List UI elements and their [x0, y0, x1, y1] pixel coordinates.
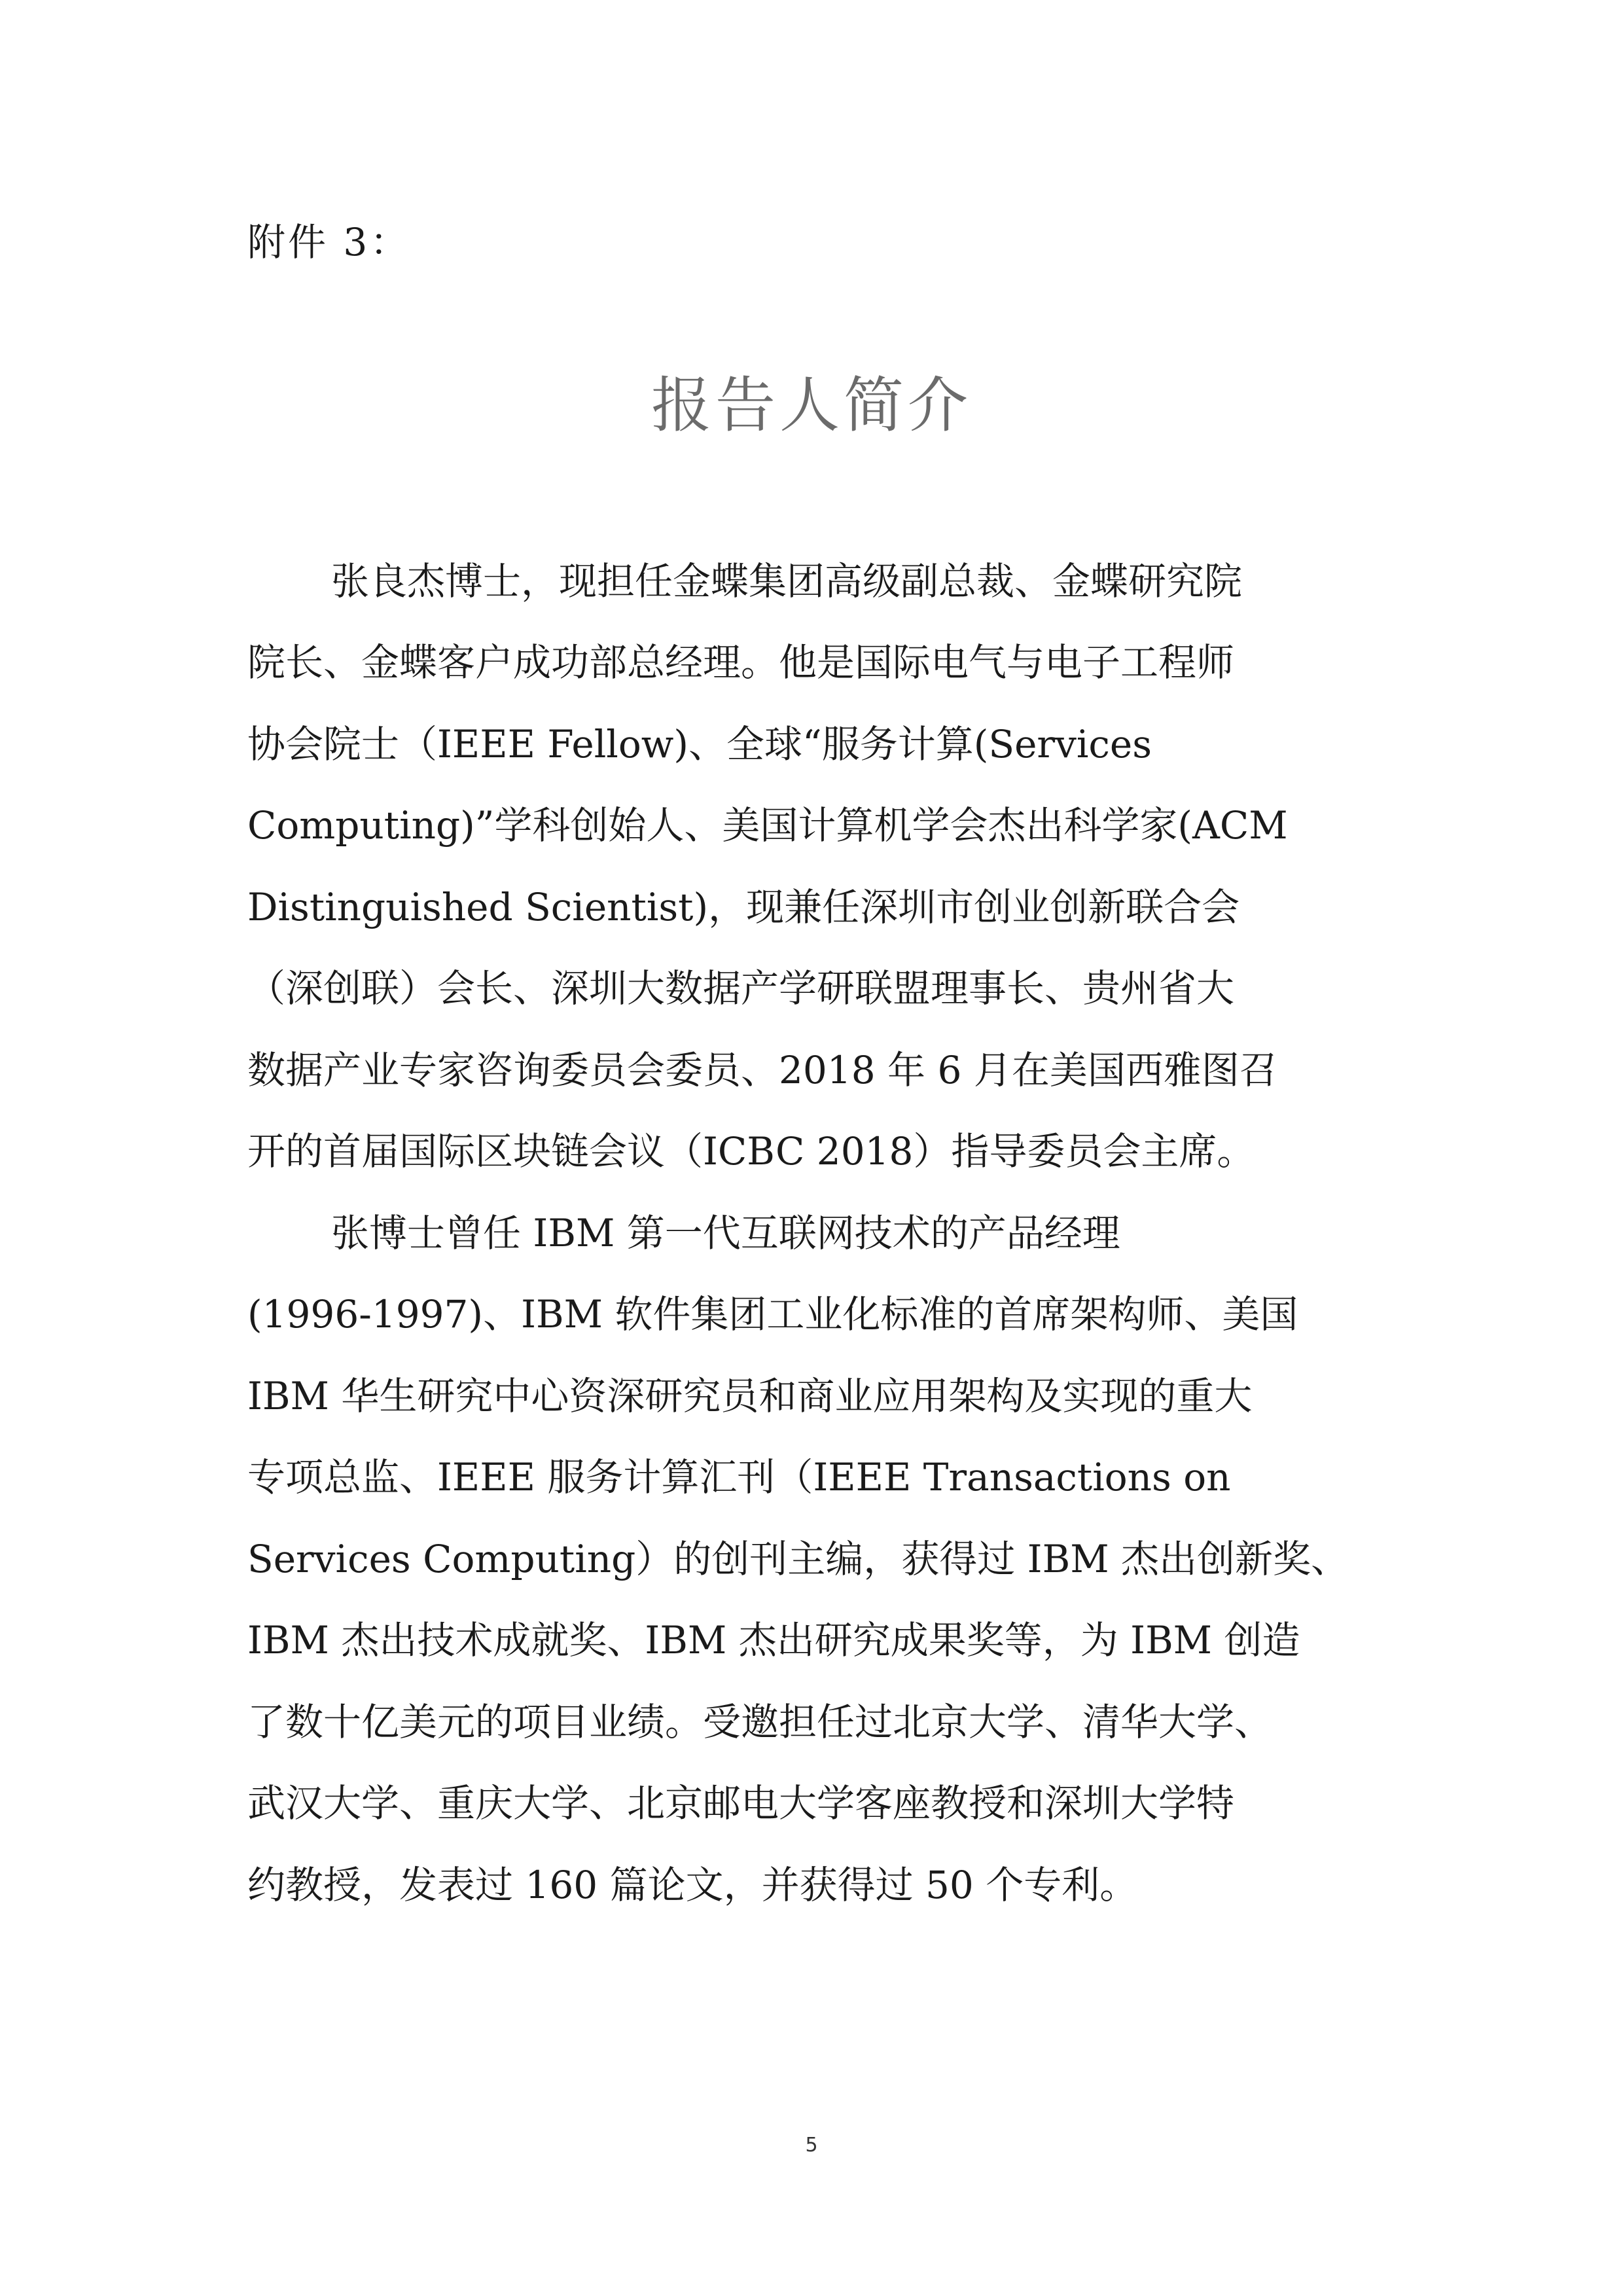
paragraph-line: (1996-1997)、IBM 软件集团工业化标准的首席架构师、美国: [247, 1292, 1298, 1336]
paragraph-line: 开的首届国际区块链会议（ICBC 2018）指导委员会主席。: [247, 1129, 1255, 1174]
paragraph-line: 协会院士（IEEE Fellow)、全球“服务计算(Services: [247, 722, 1152, 766]
paragraph-line: 约教授，发表过 160 篇论文，并获得过 50 个专利。: [247, 1863, 1138, 1907]
paragraph-line: 院长、金蝶客户成功部总经理。他是国际电气与电子工程师: [247, 640, 1235, 685]
page-title: 报告人简介: [651, 370, 972, 440]
paragraph-line: 张博士曾任 IBM 第一代互联网技术的产品经理: [331, 1211, 1120, 1255]
attachment-label: 附件 3：: [247, 220, 411, 264]
paragraph-line: Distinguished Scientist)，现兼任深圳市创业创新联合会: [247, 885, 1240, 929]
paragraph-line: 张良杰博士，现担任金蝶集团高级副总裁、金蝶研究院: [331, 559, 1243, 603]
page-number: 5: [805, 2134, 818, 2157]
paragraph-line: （深创联）会长、深圳大数据产学研联盟理事长、贵州省大: [247, 966, 1235, 1011]
paragraph-line: 武汉大学、重庆大学、北京邮电大学客座教授和深圳大学特: [247, 1781, 1235, 1825]
paragraph-line: Computing)”学科创始人、美国计算机学会杰出科学家(ACM: [247, 803, 1288, 848]
paragraph-line: 了数十亿美元的项目业绩。受邀担任过北京大学、清华大学、: [247, 1700, 1273, 1744]
paragraph-line: 数据产业专家咨询委员会委员、2018 年 6 月在美国西雅图召: [247, 1048, 1277, 1092]
paragraph-line: Services Computing）的创刊主编，获得过 IBM 杰出创新奖、: [247, 1537, 1349, 1581]
paragraph-line: IBM 杰出技术成就奖、IBM 杰出研究成果奖等，为 IBM 创造: [247, 1618, 1300, 1662]
paragraph-line: 专项总监、IEEE 服务计算汇刊（IEEE Transactions on: [247, 1455, 1231, 1499]
paragraph-line: IBM 华生研究中心资深研究员和商业应用架构及实现的重大: [247, 1374, 1253, 1418]
